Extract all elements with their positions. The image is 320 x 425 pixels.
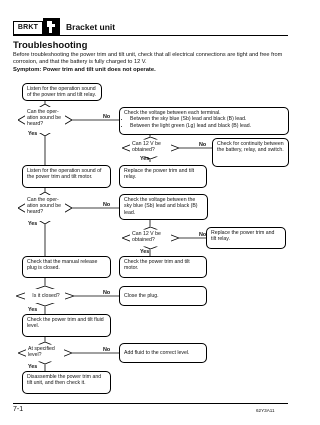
section-title: Troubleshooting <box>13 40 88 51</box>
no-label: No <box>103 202 111 208</box>
no-label: No <box>199 142 207 148</box>
step-check-release-plug-text: Check that the manual release plug is closed. <box>27 259 98 272</box>
step-check-voltage-2 <box>119 194 208 220</box>
step-close-plug-text: Close the plug. <box>124 293 159 299</box>
yes-label: Yes <box>140 249 150 255</box>
decision-12v-relay <box>122 137 179 159</box>
decision-12v-relay-text: Can 12 V be obtained? <box>132 141 161 154</box>
step-listen-relay <box>22 83 102 101</box>
step-disassemble-text: Disassemble the power trim and tilt unit, and then check it. <box>27 374 102 387</box>
decision-motor-sound-text: Can the oper-ation sound be heard? <box>27 197 62 216</box>
step-replace-relay <box>206 227 286 249</box>
decision-fluid-level <box>18 342 72 364</box>
yes-label: Yes <box>28 131 38 137</box>
decision-relay-sound-text: Can the oper-ation sound be heard? <box>27 109 62 128</box>
step-replace-unit-text: Replace the power trim and tilt relay. <box>124 168 195 181</box>
step-check-continuity <box>212 138 289 167</box>
step-listen-relay-text: Listen for the operation sound of the power trim and tilt relay. <box>27 86 97 99</box>
no-label: No <box>103 290 111 296</box>
step-check-motor-text: Check the power trim and tilt motor. <box>124 259 190 272</box>
symptom-line: Symptom: Power trim and tilt unit does not operate. <box>13 67 156 73</box>
step-replace-unit <box>119 165 207 188</box>
decision-plug-closed-text: Is it closed? <box>32 293 60 299</box>
step-check-continuity-text: Check for continuity between the battery, relay, and switch. <box>217 141 284 154</box>
step-check-fluid-text: Check the power trim and tilt fluid level. <box>27 317 104 330</box>
step-check-voltage <box>119 107 289 135</box>
step-listen-motor-text: Listen for the operation sound of the power trim and tilt motor. <box>27 168 102 181</box>
step-add-fluid-text: Add fluid to the correct level. <box>124 350 190 356</box>
step-close-plug <box>119 286 207 306</box>
decision-motor-sound <box>18 192 72 224</box>
no-label: No <box>103 114 111 120</box>
step-add-fluid <box>119 343 207 363</box>
footer-divider <box>13 403 288 404</box>
step-check-fluid <box>22 314 111 337</box>
step-check-motor <box>119 256 207 278</box>
step-disassemble <box>22 371 111 394</box>
voltage-item-2: • Between the light green (Lg) lead and black (B) lead. <box>130 123 284 129</box>
decision-relay-sound <box>18 104 72 136</box>
section-code-badge: BRKT <box>13 21 43 35</box>
intro-paragraph: Before troubleshooting the power trim and tilt unit, check that all electrical connections are tight and free from corrosion, and that the battery is fully charged to 12 V. <box>13 52 283 66</box>
decision-12v-motor <box>122 227 179 249</box>
no-label: No <box>199 232 207 238</box>
decision-12v-motor-text: Can 12 V be obtained? <box>132 231 161 244</box>
yes-label: Yes <box>28 364 38 370</box>
step-check-voltage-title: Check the voltage between each terminal. <box>124 110 221 116</box>
yes-label: Yes <box>28 221 38 227</box>
decision-plug-closed <box>16 286 74 306</box>
step-check-release-plug <box>22 256 111 278</box>
document-code: 62Y3A11 <box>256 408 275 413</box>
step-check-voltage-2-text: Check the voltage between the sky blue (Sb) lead and black (B) lead. <box>124 197 198 216</box>
step-listen-motor <box>22 165 111 188</box>
step-replace-relay-text: Replace the power trim and tilt relay. <box>211 230 275 243</box>
page-header-title: Bracket unit <box>66 22 116 32</box>
yes-label: Yes <box>28 307 38 313</box>
page-number: 7-1 <box>13 406 24 413</box>
voltage-item-1: • Between the sky blue (Sb) lead and black (B) lead. <box>130 116 284 122</box>
yes-label: Yes <box>140 156 150 162</box>
decision-fluid-level-text: At specified level? <box>28 346 55 359</box>
no-label: No <box>103 347 111 353</box>
